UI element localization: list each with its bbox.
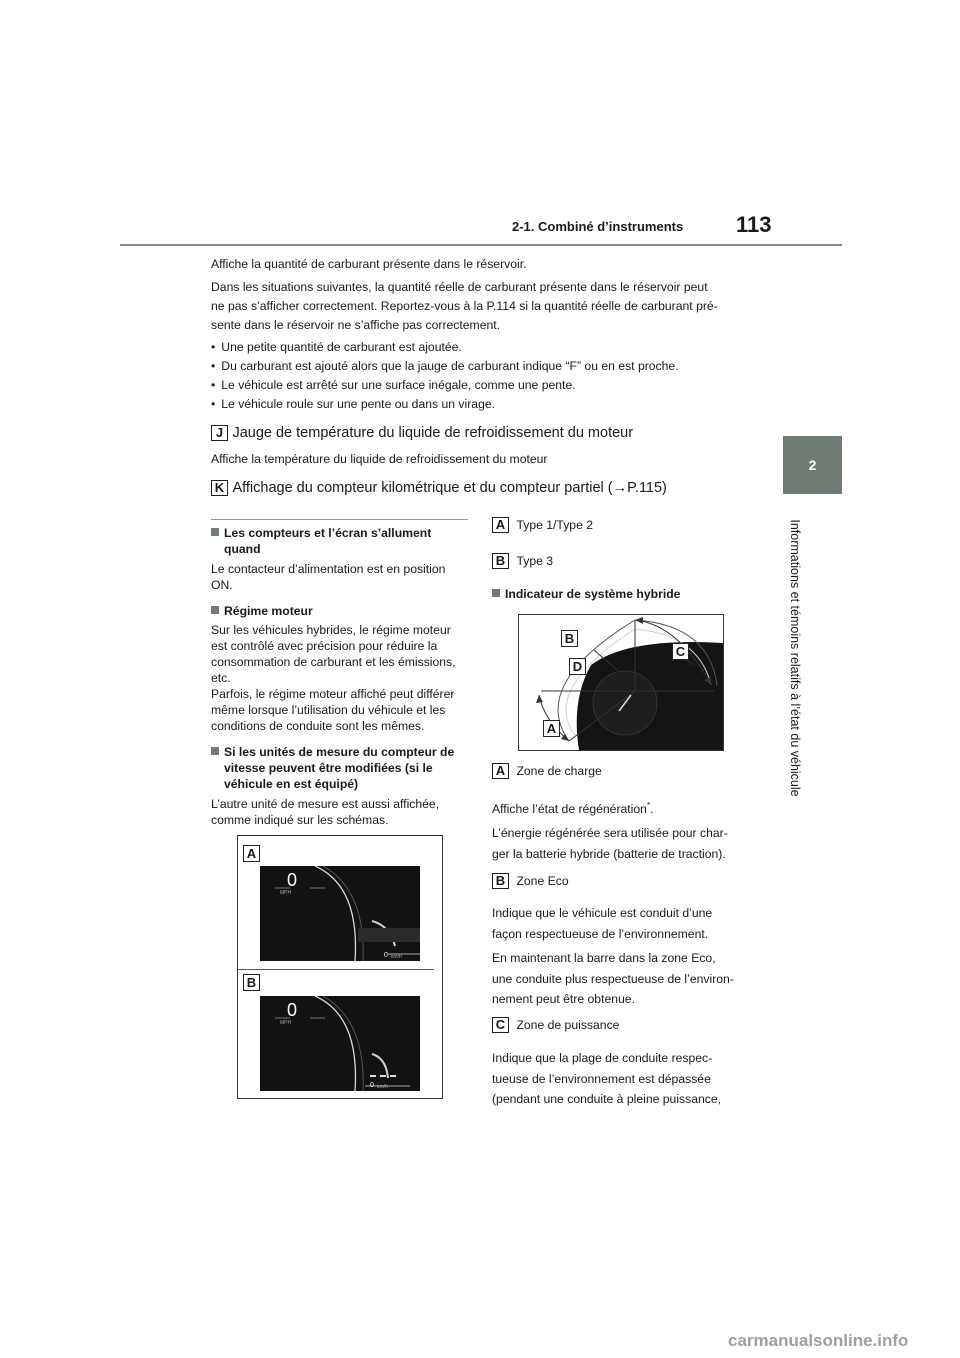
zone-b-title: Zone Eco xyxy=(516,874,569,888)
speed-unit-sub: km/h xyxy=(391,954,402,960)
zone-b-text: façon respectueuse de l’environnement. xyxy=(492,927,709,941)
bullet-square-icon xyxy=(211,528,219,536)
hybrid-indicator-figure xyxy=(518,614,724,751)
hybrid-label-d: D xyxy=(569,658,586,675)
speedometer-screen-b xyxy=(260,996,420,1091)
zone-b-heading xyxy=(492,872,754,891)
speed-unit-sub: km/h xyxy=(377,1084,388,1090)
zone-c-text: Indique que la plage de conduite respec- xyxy=(492,1051,713,1065)
note-text: Parfois, le régime moteur affiché peut différer xyxy=(211,687,455,701)
item-j-letter: J xyxy=(211,425,228,441)
note-text: même lorsque l’utilisation du véhicule et les xyxy=(211,703,446,717)
type-a-row xyxy=(492,516,754,535)
note-title-power-on: Les compteurs et l’écran s’allument xyxy=(211,525,469,541)
zone-a-text: ger la batterie hybride (batterie de traction). xyxy=(492,847,726,861)
type-a-text: Type 1/Type 2 xyxy=(516,518,594,532)
item-j-title: Jauge de température du liquide de refroidissement du moteur xyxy=(232,425,634,441)
intro-paragraph-2-line-3: sente dans le réservoir ne s’affiche pas correctement. xyxy=(211,318,501,332)
bullet-item: • Une petite quantité de carburant est ajoutée. xyxy=(211,338,756,357)
note-text: consommation de carburant et les émissions, xyxy=(211,655,456,669)
hybrid-label-b: B xyxy=(561,630,578,647)
zone-a-heading xyxy=(492,762,754,781)
speed-value: 0 xyxy=(286,870,297,890)
intro-paragraph-1: Affiche la quantité de carburant présente dans le réservoir. xyxy=(211,257,527,271)
figure-divider xyxy=(238,969,434,970)
bullet-item: • Du carburant est ajouté alors que la jauge de carburant indique “F” ou en est proche. xyxy=(211,357,756,376)
speedometer-figure xyxy=(237,835,443,1099)
chapter-tab: 2 xyxy=(783,436,842,494)
bullet-square-icon xyxy=(211,747,219,755)
note-text: Le contacteur d’alimentation est en position xyxy=(211,562,446,576)
type-b-letter: B xyxy=(492,553,509,569)
zone-c-text: tueuse de l’environnement est dépassée xyxy=(492,1072,711,1086)
chapter-title-vertical xyxy=(783,505,807,810)
note-title-engine-speed: Régime moteur xyxy=(211,603,469,619)
note-text: Sur les véhicules hybrides, le régime moteur xyxy=(211,623,451,637)
zone-b-text: Indique que le véhicule est conduit d’une xyxy=(492,906,713,920)
watermark: carmanualsonline.info xyxy=(728,1331,909,1350)
zone-b-text: En maintenant la barre dans la zone Eco, xyxy=(492,951,716,965)
zone-c-title: Zone de puissance xyxy=(516,1018,620,1032)
zone-a-desc: Affiche l’état de régénération*. xyxy=(492,801,654,817)
item-k-page-ref[interactable]: P.115) xyxy=(627,480,667,496)
note-text: etc. xyxy=(211,671,231,685)
note-title-units-cont: véhicule en est équipé) xyxy=(224,777,359,791)
note-text: est contrôlé avec précision pour réduire la xyxy=(211,639,438,653)
note-title-power-on-cont: quand xyxy=(224,542,261,556)
bullet-square-icon xyxy=(492,589,500,597)
item-j-description: Affiche la température du liquide de refroidissement du moteur xyxy=(211,452,548,466)
item-k-letter: K xyxy=(211,480,228,496)
speed-value: 0 xyxy=(286,1000,297,1020)
note-text: conditions de conduite sont les mêmes. xyxy=(211,719,425,733)
intro-block xyxy=(211,255,756,414)
header-rule xyxy=(120,244,842,246)
item-j-heading xyxy=(211,424,756,442)
note-text: comme indiqué sur les schémas. xyxy=(211,813,389,827)
speed-unit-main: MPH xyxy=(280,890,292,896)
zone-b-text: une conduite plus respectueuse de l’environ- xyxy=(492,972,734,986)
footnote-marker: * xyxy=(646,801,651,810)
zone-b-letter: B xyxy=(492,873,509,889)
speed-sub-value: 0 xyxy=(370,1082,374,1089)
page-number: 113 xyxy=(736,212,772,237)
zone-a-title: Zone de charge xyxy=(516,764,602,778)
zone-c-heading xyxy=(492,1016,754,1035)
item-k-title: Affichage du compteur kilométrique et du compteur partiel ( xyxy=(232,480,613,496)
hybrid-label-c: C xyxy=(672,643,689,660)
type-b-row xyxy=(492,552,754,571)
figure-label-b: B xyxy=(243,974,260,991)
bullet-item: • Le véhicule roule sur une pente ou dans un virage. xyxy=(211,395,756,414)
note-text: ON. xyxy=(211,578,233,592)
zone-c-letter: C xyxy=(492,1017,509,1033)
figure-label-a: A xyxy=(243,845,260,862)
arrow-icon: → xyxy=(612,480,628,496)
note-title-units-cont: vitesse peuvent être modifiées (si le xyxy=(224,761,433,775)
intro-paragraph-2-line-1: Dans les situations suivantes, la quantité réelle de carburant présente dans le réservoir peut xyxy=(211,280,708,294)
item-k-heading xyxy=(211,479,756,497)
note-text: L’autre unité de mesure est aussi affichée, xyxy=(211,797,440,811)
speed-unit-main: MPH xyxy=(280,1020,292,1026)
bullet-square-icon xyxy=(211,606,219,614)
section-title: 2-1. Combiné d’instruments xyxy=(512,219,684,234)
hybrid-label-a: A xyxy=(543,720,560,737)
intro-paragraph-2-line-2: ne pas s’afficher correctement. Reportez-vous à la P.114 si la quantité réelle de carburant pré- xyxy=(211,299,718,313)
bullet-item: • Le véhicule est arrêté sur une surface inégale, comme une pente. xyxy=(211,376,756,395)
left-column xyxy=(211,525,469,828)
speed-sub-value: 0 xyxy=(384,952,388,959)
note-title-units: Si les unités de mesure du compteur de xyxy=(211,744,469,760)
hybrid-indicator-title: Indicateur de système hybride xyxy=(492,586,754,602)
zone-b-text: nement peut être obtenue. xyxy=(492,992,635,1006)
zone-a-letter: A xyxy=(492,763,509,779)
column-rule xyxy=(211,519,468,520)
type-b-text: Type 3 xyxy=(516,554,554,568)
speedometer-screen-a xyxy=(260,866,420,961)
zone-a-text: L’énergie régénérée sera utilisée pour char- xyxy=(492,826,728,840)
chapter-title: Informations et témoins relatifs à l’état du véhicule xyxy=(788,518,802,797)
zone-c-text: (pendant une conduite à pleine puissance, xyxy=(492,1092,722,1106)
type-a-letter: A xyxy=(492,517,509,533)
